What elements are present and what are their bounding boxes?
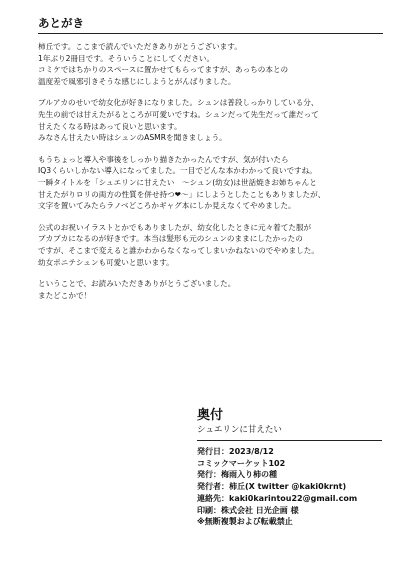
afterword-title: あとがき [38,16,84,30]
afterword-text-line: ということで、お読みいただきありがとうございました。 [38,279,236,289]
afterword-text-line: みなさん甘えたい時はシュンのASMRを聞きましょう。 [38,133,227,143]
printer-name: 印刷：株式会社 日光企画 様 [197,505,299,515]
afterword-paragraph-4 [38,222,393,268]
publish-date: 発行日：2023/8/12 [197,447,274,456]
afterword-section [38,16,393,311]
afterword-text-line: 一瞬タイトルを「シュエリンに甘えたい ～シュン(幼女)は世話焼きお姉ちゃんと [38,177,317,187]
afterword-text-line: またどこかで！ [38,290,92,300]
afterword-text-line: 公式のお祝いイラストとかでもありましたが、幼女化したときに元々着てた服が [38,222,312,232]
afterword-text-line: 温度差で風邪引きそうな感じにしようとがんばりました。 [38,76,236,86]
colophon-title: 奥付 [197,408,224,423]
afterword-paragraph-5 [38,278,393,301]
afterword-title-underline [38,33,383,34]
afterword-text-line: コミケではちかりのスペースに置かせてもらってますが、あっちの本との [38,65,289,75]
afterword-text-line: 甘えたくなる時はあって良いと思います。 [38,121,182,131]
contact-email: 連絡先：kaki0karintou22@gmail.com [197,493,358,503]
colophon-section [197,408,397,528]
book-title: シュエリンに甘えたい [197,425,282,435]
afterword-text-line: 柿丘です。ここまで読んでいただきありがとうございます。 [38,42,242,51]
afterword-text-line: ブルアカのせいで幼女化が好きになりました。シュンは普段しっかりしている分、 [38,98,319,108]
afterword-text-line: ブカブカになるのが好きです。本当は髪形も元のシュンのままにしたかったの [38,234,303,244]
copyright-notice: ※無断複製および転載禁止 [197,517,293,527]
afterword-text-line: 1年ぶり2冊目です。そういうことにしてください。 [38,53,215,63]
afterword-text-line: 先生の前では甘えたがるところが可愛いですね。シュンだって先生だって誰だって [38,109,319,119]
colophon-divider [197,440,382,441]
author-name: 発行者：柿丘(X twitter @kaki0krnt) [197,482,347,492]
afterword-text-line: 甘えたがりロリの両方の性質を併せ持つ❤～」にしようとしたこともありましたが、 [38,189,326,199]
afterword-paragraph-3 [38,154,393,212]
afterword-text-line: もうちょっと導入や事後をしっかり描きたかったんですが、気が付いたら [38,154,289,164]
circle-name: 発行：梅雨入り柿の種 [197,470,277,480]
afterword-text-line: IQ3くらいしかない導入になってました。一目でどんな本かわかって良いですね。 [38,166,317,176]
afterword-paragraph-1 [38,41,393,87]
event-name: コミックマーケット102 [197,458,286,468]
afterword-paragraph-2 [38,97,393,143]
afterword-text-line: ですが、そこまで変えると誰かわからなくなってしまいかねないのでやめました。 [38,245,319,255]
afterword-text-line: 幼女ポニテシュンも可愛いと思います。 [38,257,174,267]
afterword-text-line: 文字を置いてみたらラノベどころかギャグ本にしか見えなくてやめました。 [38,201,296,211]
